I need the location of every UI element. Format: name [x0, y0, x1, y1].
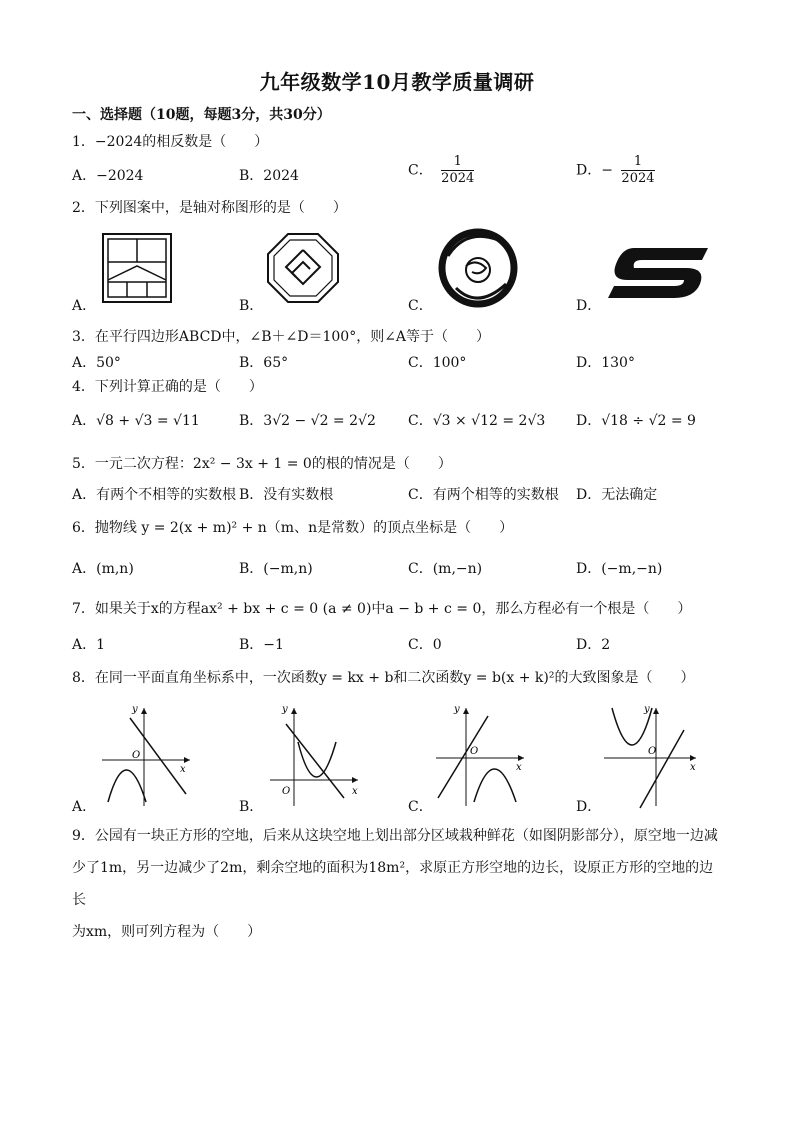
question-5-option-a: A．有两个不相等的实数根: [72, 487, 237, 503]
question-8-option-b: B．: [239, 799, 264, 815]
question-7-option-d: D．2: [576, 637, 611, 653]
question-4-stem: 4．下列计算正确的是（ ）: [72, 379, 263, 395]
question-9-line-2: 少了1m，另一边减少了2m，剩余空地的面积为18m²，求原正方形空地的边长，设原正方形的空地的边长: [72, 860, 714, 908]
axis-y-label: y: [132, 704, 138, 715]
question-4-option-b: B．3√2 − √2 = 2√2: [239, 413, 376, 429]
question-1-option-c: [408, 154, 474, 187]
question-2-stem: 2．下列图案中，是轴对称图形的是（ ）: [72, 200, 347, 216]
fraction-numerator: 1: [441, 154, 474, 171]
question-3-option-b: B．65°: [239, 355, 289, 371]
question-3-option-a: A．50°: [72, 355, 121, 371]
question-3-option-d: D．130°: [576, 355, 635, 371]
pattern-a-icon: [101, 232, 173, 304]
question-7-stem: 7．如果关于x的方程ax² + bx + c = 0 (a ≠ 0)中a − b + c = 0，那么方程必有一个根是（ ）: [72, 601, 692, 617]
question-2-option-d: D．: [576, 298, 602, 314]
question-4-option-d: D．√18 ÷ √2 = 9: [576, 413, 696, 429]
question-9-line-1: 9．公园有一块正方形的空地，后来从这块空地上划出部分区域栽种鲜花（如图阴影部分），原空地一边减: [72, 828, 718, 844]
question-6-option-c: C．(m,−n): [408, 561, 483, 577]
pattern-b-icon: [266, 232, 340, 304]
question-8-stem: 8．在同一平面直角坐标系中，一次函数y = kx + b和二次函数y = b(x + k)²的大致图象是（ ）: [72, 670, 695, 686]
fraction: [441, 154, 474, 187]
page-title: 九年级数学10月教学质量调研: [259, 70, 535, 94]
question-1-option-b: B．2024: [239, 168, 299, 184]
fraction-numerator: 1: [621, 154, 654, 171]
question-3-option-c: C．100°: [408, 355, 467, 371]
question-2-option-b: B．: [239, 298, 264, 314]
fraction-denominator: 2024: [441, 171, 475, 186]
question-5-option-c: C．有两个相等的实数根: [408, 487, 559, 503]
graph-a: [98, 702, 194, 810]
question-1-option-d: [576, 154, 655, 187]
question-8-option-d: D．: [576, 799, 602, 815]
graph-d: [600, 702, 700, 810]
option-c-prefix: C．: [408, 162, 433, 179]
question-5-option-b: B．没有实数根: [239, 487, 334, 503]
origin-label: O: [648, 746, 657, 757]
question-4-option-a: A．√8 + √3 = √11: [72, 413, 200, 429]
graph-c: [432, 702, 528, 810]
question-6-stem: 6．抛物线 y = 2(x + m)² + n（m、n是常数）的顶点坐标是（ ）: [72, 520, 514, 536]
question-3-stem: 3．在平行四边形ABCD中，∠B＋∠D＝100°，则∠A等于（ ）: [72, 329, 491, 345]
question-1-stem: 1．−2024的相反数是（ ）: [72, 134, 269, 150]
pattern-c-icon: [436, 228, 520, 308]
origin-label: O: [282, 786, 291, 797]
origin-label: O: [470, 746, 479, 757]
question-7-option-c: C．0: [408, 637, 442, 653]
axis-y-label: y: [644, 704, 650, 715]
axis-y-label: y: [454, 704, 460, 715]
axis-x-label: x: [690, 762, 696, 773]
axis-x-label: x: [180, 764, 186, 775]
axis-x-label: x: [516, 762, 522, 773]
axis-x-label: x: [352, 786, 358, 797]
question-8-option-a: A．: [72, 799, 97, 815]
question-4-option-c: C．√3 × √12 = 2√3: [408, 413, 546, 429]
pattern-d-icon: [604, 242, 712, 304]
question-5-option-d: D．无法确定: [576, 487, 658, 503]
question-7-option-a: A．1: [72, 637, 106, 653]
question-8-option-c: C．: [408, 799, 433, 815]
question-9-line-3: 为xm，则可列方程为（ ）: [72, 924, 262, 940]
question-2-option-c: C．: [408, 298, 433, 314]
question-6-option-b: B．(−m,n): [239, 561, 313, 577]
graph-b: [266, 702, 362, 810]
question-6-option-d: D．(−m,−n): [576, 561, 663, 577]
question-1-option-a: A．−2024: [72, 168, 144, 184]
question-6-option-a: A．(m,n): [72, 561, 134, 577]
question-2-option-a: A．: [72, 298, 97, 314]
option-d-prefix: D．−: [576, 162, 613, 179]
question-7-option-b: B．−1: [239, 637, 284, 653]
fraction: [621, 154, 654, 187]
section-heading: 一、选择题（10题，每题3分，共30分）: [72, 107, 331, 123]
fraction-denominator: 2024: [621, 171, 655, 186]
question-5-stem: 5．一元二次方程：2x² − 3x + 1 = 0的根的情况是（ ）: [72, 456, 452, 472]
question-9-stem: [72, 820, 724, 948]
axis-y-label: y: [282, 704, 288, 715]
origin-label: O: [132, 750, 141, 761]
